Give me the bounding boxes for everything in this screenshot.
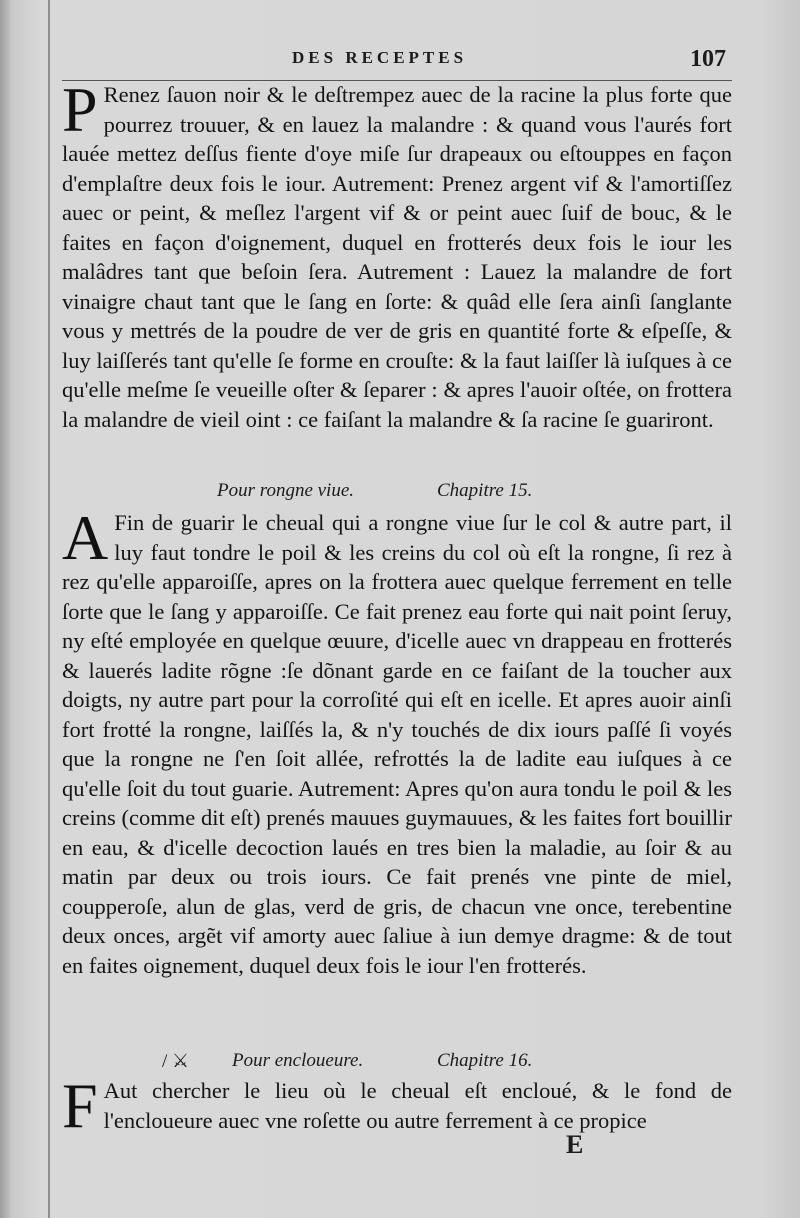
chapter-16-body [62,1070,732,1141]
chapter-16-number: Chapitre 16. [437,1050,533,1071]
paragraph-rongne-text: Fin de guarir le cheual qui a rongne viue ſur le col & autre part, il luy faut tondre le poil & les creins du col où eſt la rongne, ſi rez à rez qu'elle apparoiſſe, apres on la frottera auec quelque ferrement en telle ſorte que le ſang y apparoiſſe. Ce fait prenez eau forte qui nait point ſeruy, ny eſté employée en quelque œuure, d'icelle auec vn drappeau en frotterés & lauerés ladite rõgne :ſe dõnant garde en ce faiſant de la toucher aux doigts, ny autre part pour la corroſité qui eſt en icelle. Et apres auoir ainſi fort frotté la rongne, laiſſés la, & n'y touchés de dix iours paſſé ſi voyés que la rongne ne ſ'en ſoit allée, refrottés la de ladite eau iuſques à ce qu'elle ſoit du tout guarie. Autrement: Apres qu'on aura tondu le poil & les creins (comme dit eſt) prenés mauues guymauues, & les faites fort bouillir en eau, & d'icelle decoction laués en tres bien la maladie, au ſoir & au matin par deux ou trois iours. Ce fait prenés vne pinte de miel, coupperoſe, alun de glas, verd de gris, de chacun vne once, terebentine deux onces, argẽt vif amorty auec ſaliue à iun demye dragme: & de tout en faites oignement, duquel deux fois le iour l'en frotterés. [62,510,732,978]
chapter-15-body [62,502,732,980]
drop-capital-a: A [62,502,109,573]
signature-mark: E [566,1130,584,1159]
chapter-16-margin-mark: / ⚔ [162,1051,190,1072]
drop-capital-p: P [62,74,98,145]
drop-capital-f: F [62,1070,98,1141]
page-gutter-edge [48,0,50,1218]
chapter-16-title: Pour encloueure. [232,1050,364,1071]
paragraph-malandre [62,74,732,434]
running-head-title: DES RECEPTES [292,48,468,67]
paragraph-encloueure [62,1070,732,1141]
paragraph-encloueure-text: Aut chercher le lieu où le cheual eſt encloué, & le fond de l'encloueure auec vne roſette ou autre ferrement à ce propice [103,1078,732,1133]
paragraph-malandre-text: Renez ſauon noir & le deſtrempez auec de la racine la plus forte que pourrez trouuer, & en lauez la malandre : & quand vous l'aurés fort lauée mettez deſſus fiente d'oye miſe ſur drapeaux ou eſtouppes en façon d'emplaſtre deux fois le iour. Autrement: Prenez argent vif & l'amortiſſez auec or peint, & meſlez l'argent vif & or peint auec ſuif de bouc, & le faites en façon d'oignement, duquel en frotterés deux fois le iour les malâdres tant que beſoin ſera. Autrement : Lauez la malandre de fort vinaigre chaut tant que le ſang en ſorte: & quâd elle ſera ainſi ſanglante vous y mettrés de la poudre de ver de gris en quantité forte & eſpeſſe, & luy laiſſerés tant qu'elle ſe forme en crouſte: & la faut laiſſer là iuſques à ce qu'elle meſme ſe veueille oſter & ſeparer : & apres l'auoir oſtée, on frottera la malandre de vieil oint : ce faiſant la malandre & ſa racine ſe guariront. [62,82,732,432]
chapter-16-heading [62,1050,732,1078]
chapter-15-number: Chapitre 15. [437,480,533,501]
running-head [62,44,732,81]
paragraph-rongne [62,502,732,980]
chapter-15-heading [62,480,732,508]
chapter-15-title: Pour rongne viue. [217,480,355,501]
page-number: 107 [690,46,726,72]
chapter-15-intro-paragraph [62,74,732,434]
